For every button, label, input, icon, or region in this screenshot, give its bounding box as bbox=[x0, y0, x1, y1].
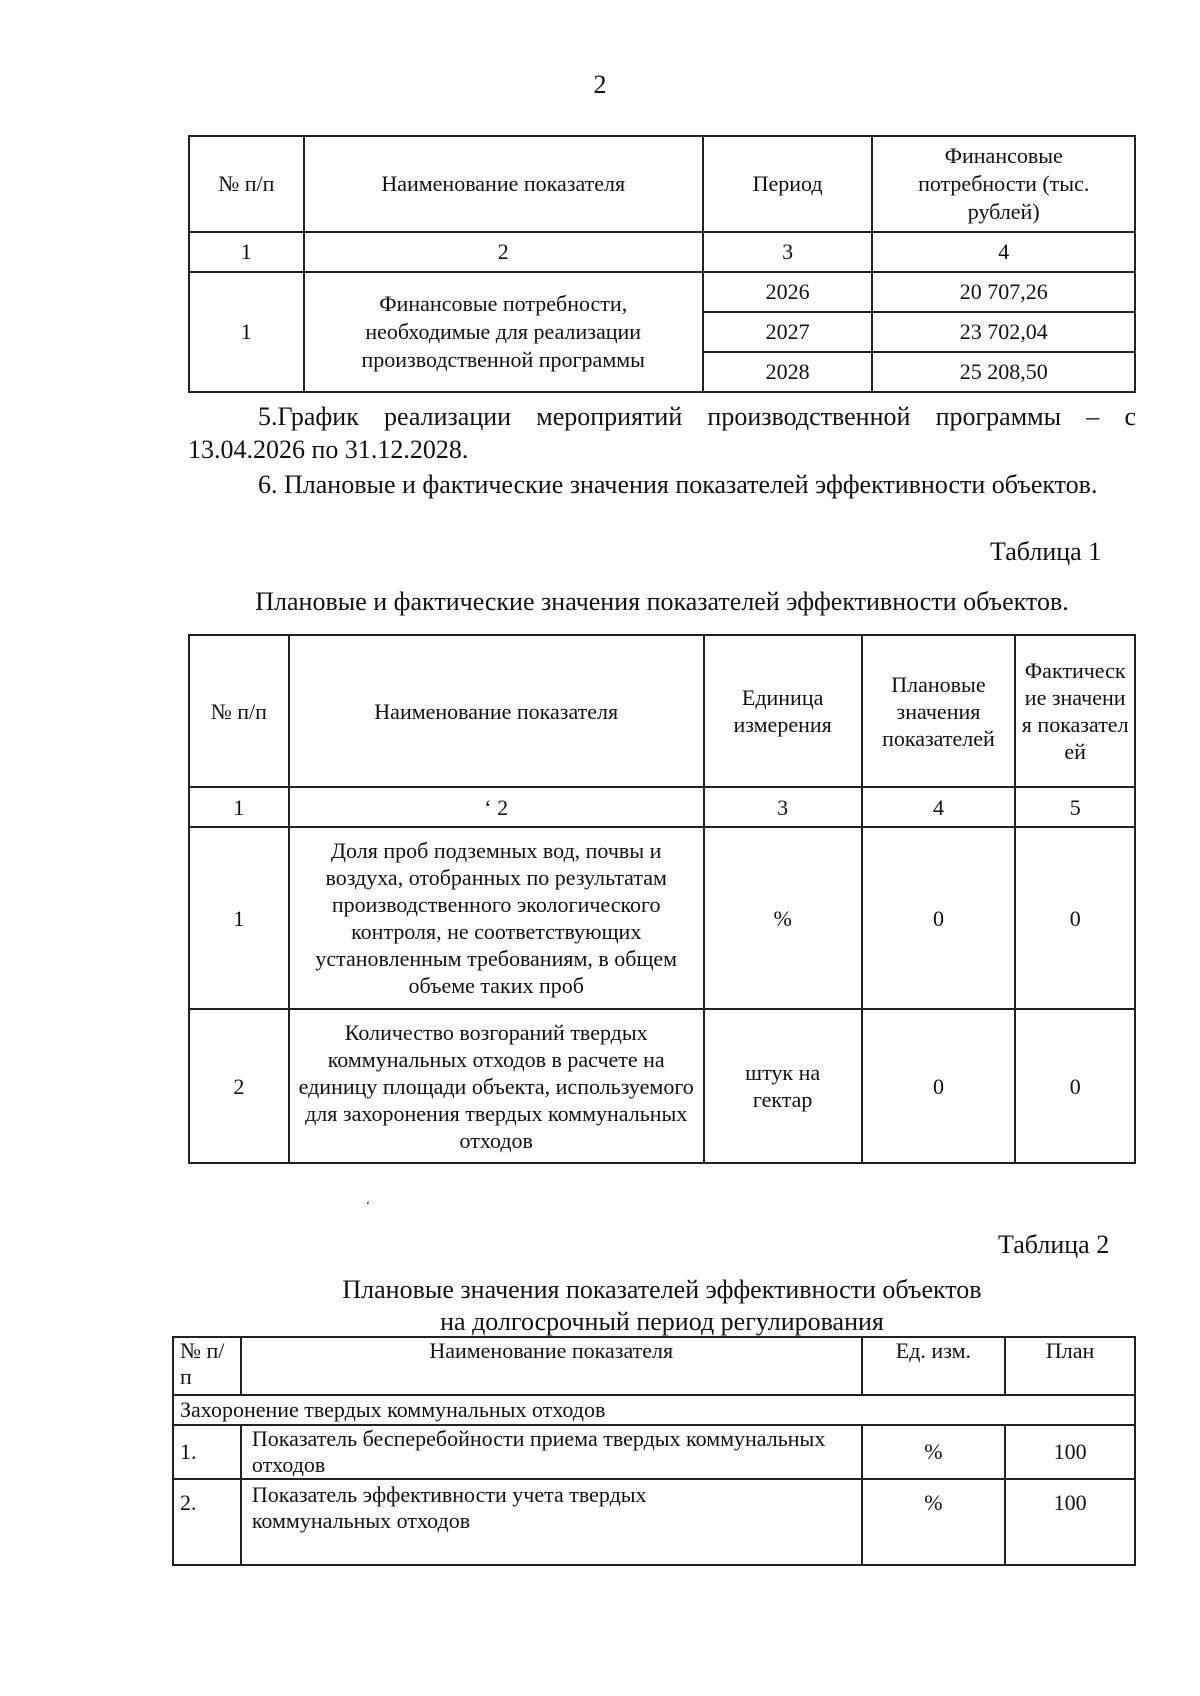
unit-cell: % bbox=[862, 1479, 1006, 1565]
header-cell: № п/п bbox=[189, 635, 289, 787]
table-header-row bbox=[173, 1337, 1135, 1395]
row-name: Финансовые потребности, необходимые для реализации производственной программы bbox=[304, 272, 703, 392]
row-number: 1 bbox=[189, 272, 304, 392]
row-number: 2. bbox=[173, 1479, 241, 1565]
table-row bbox=[189, 827, 1135, 1009]
unit-cell: штук на гектар bbox=[704, 1009, 862, 1163]
header-cell: Период bbox=[703, 136, 873, 232]
period-cell: 2028 bbox=[703, 352, 873, 392]
header-cell: Наименование показателя bbox=[304, 136, 703, 232]
column-number-row bbox=[189, 232, 1135, 272]
header-cell: Фактические значения показателей bbox=[1015, 635, 1135, 787]
table-row bbox=[189, 1009, 1135, 1163]
table-header-row bbox=[189, 635, 1135, 787]
table-2 bbox=[172, 1336, 1136, 1566]
table-row bbox=[173, 1479, 1135, 1565]
finance-table bbox=[188, 135, 1136, 393]
header-cell: Наименование показателя bbox=[289, 635, 704, 787]
table-header-row bbox=[189, 136, 1135, 232]
row-number: 1. bbox=[173, 1425, 241, 1479]
group-label: Захоронение твердых коммунальных отходов bbox=[173, 1395, 1135, 1425]
row-name: Показатель эффективности учета твердых коммунальных отходов bbox=[241, 1479, 862, 1565]
table-row bbox=[189, 272, 1135, 312]
column-number: 2 bbox=[304, 232, 703, 272]
table-1-caption: Таблица 1 bbox=[990, 537, 1102, 566]
plan-cell: 0 bbox=[862, 827, 1016, 1009]
table-1 bbox=[188, 634, 1136, 1164]
column-number: 1 bbox=[189, 787, 289, 827]
row-name: Количество возгораний твердых коммунальных отходов в расчете на единицу площади объекта, используемого для захоронения твердых коммунальных отходов bbox=[289, 1009, 704, 1163]
plan-cell: 100 bbox=[1005, 1479, 1135, 1565]
fact-cell: 0 bbox=[1015, 1009, 1135, 1163]
row-name: Доля проб подземных вод, почвы и воздуха, отобранных по результатам производственного экологического контроля, не соответствующих установленным требованиям, в общем объеме таких проб bbox=[289, 827, 704, 1009]
header-cell: Плановые значения показателей bbox=[862, 635, 1016, 787]
plan-cell: 0 bbox=[862, 1009, 1016, 1163]
column-number: 4 bbox=[862, 787, 1016, 827]
unit-cell: % bbox=[704, 827, 862, 1009]
amount-cell: 25 208,50 bbox=[872, 352, 1135, 392]
stray-mark: ‘ bbox=[366, 1198, 370, 1212]
header-cell: Финансовые потребности (тыс. рублей) bbox=[872, 136, 1135, 232]
column-number: 1 bbox=[189, 232, 304, 272]
row-number: 1 bbox=[189, 827, 289, 1009]
column-number: ‘ 2 bbox=[289, 787, 704, 827]
amount-cell: 20 707,26 bbox=[872, 272, 1135, 312]
plan-cell: 100 bbox=[1005, 1425, 1135, 1479]
row-name: Показатель бесперебойности приема твердых коммунальных отходов bbox=[241, 1425, 862, 1479]
page-number: 2 bbox=[593, 70, 607, 99]
table-2-title: Плановые значения показателей эффективности объектов на долгосрочный период регулирования bbox=[342, 1275, 982, 1336]
header-cell: № п/п bbox=[173, 1337, 241, 1395]
section-6-text: 6. Плановые и фактические значения показателей эффективности объектов. bbox=[258, 470, 1098, 499]
column-number: 3 bbox=[704, 787, 862, 827]
period-cell: 2027 bbox=[703, 312, 873, 352]
period-cell: 2026 bbox=[703, 272, 873, 312]
column-number: 5 bbox=[1015, 787, 1135, 827]
header-cell: № п/п bbox=[189, 136, 304, 232]
amount-cell: 23 702,04 bbox=[872, 312, 1135, 352]
header-cell: Единица измерения bbox=[704, 635, 862, 787]
table-row bbox=[173, 1425, 1135, 1479]
unit-cell: % bbox=[862, 1425, 1006, 1479]
column-number: 3 bbox=[703, 232, 873, 272]
group-row bbox=[173, 1395, 1135, 1425]
section-5-text: 5.График реализации мероприятий производственной программы – с 13.04.2026 по 31.12.2028. bbox=[188, 402, 1136, 464]
column-number-row bbox=[189, 787, 1135, 827]
column-number: 4 bbox=[872, 232, 1135, 272]
header-cell: План bbox=[1005, 1337, 1135, 1395]
table-1-title: Плановые и фактические значения показателей эффективности объектов. bbox=[255, 587, 1069, 616]
fact-cell: 0 bbox=[1015, 827, 1135, 1009]
table-2-caption: Таблица 2 bbox=[998, 1230, 1110, 1259]
row-number: 2 bbox=[189, 1009, 289, 1163]
header-cell: Ед. изм. bbox=[862, 1337, 1006, 1395]
header-cell: Наименование показателя bbox=[241, 1337, 862, 1395]
